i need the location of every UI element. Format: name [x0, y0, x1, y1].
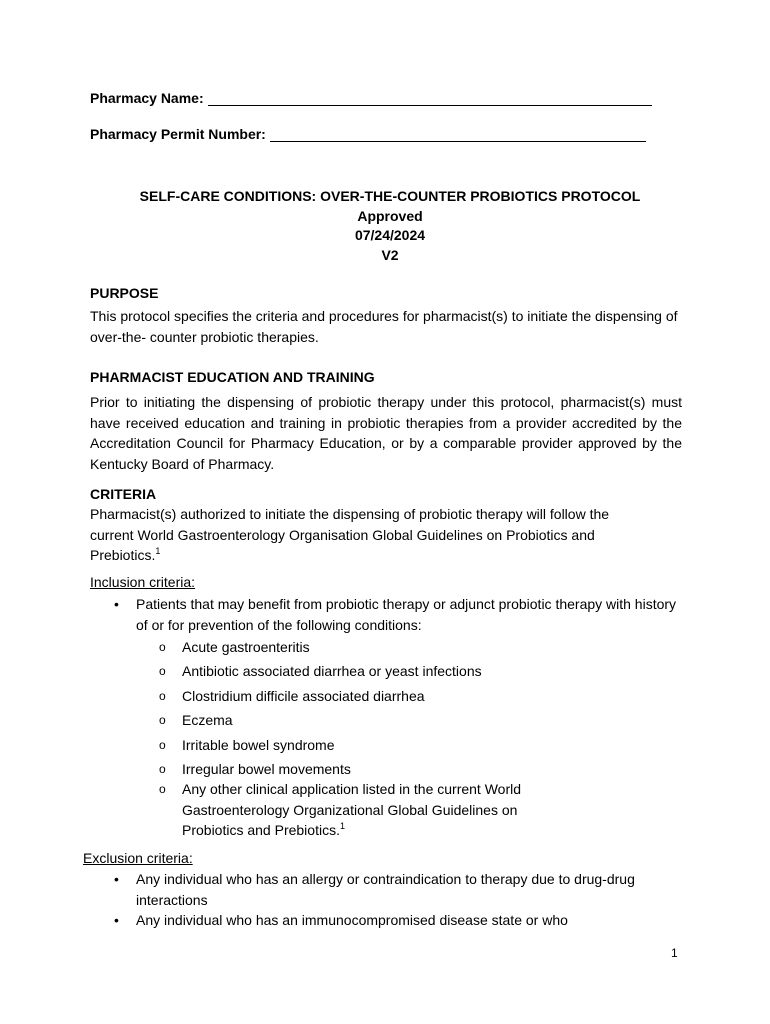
condition-item: o Clostridium difficile associated diarrhea	[182, 684, 682, 708]
inclusion-conditions-list	[182, 635, 682, 781]
pharmacy-name-blank[interactable]	[208, 91, 652, 106]
pharmacy-name-field	[90, 90, 652, 106]
condition-item: o Antibiotic associated diarrhea or yeast infections	[182, 659, 682, 683]
inclusion-list	[136, 594, 682, 635]
condition-item: o Acute gastroenteritis	[182, 635, 682, 659]
title-line-1: SELF-CARE CONDITIONS: OVER-THE-COUNTER PROBIOTICS PROTOCOL	[139, 188, 641, 204]
inclusion-other-list	[182, 779, 682, 841]
education-heading: PHARMACIST EDUCATION AND TRAINING	[90, 369, 375, 385]
other-footnote-ref: 1	[339, 821, 345, 831]
condition-item-other	[182, 779, 682, 841]
criteria-body	[90, 504, 650, 566]
inclusion-bullet: • Patients that may benefit from probiotic therapy or adjunct probiotic therapy with history of or for prevention of the following conditions:	[136, 594, 682, 635]
purpose-body: This protocol specifies the criteria and procedures for pharmacist(s) to initiate the dispensing of over-the- counter probiotic therapies.	[90, 308, 678, 345]
exclusion-list	[136, 869, 676, 931]
other-line-3-text: Probiotics and Prebiotics.	[182, 822, 340, 838]
other-line-1: o Any other clinical application listed in the current World	[182, 781, 522, 797]
title-date: 07/24/2024	[354, 227, 426, 243]
education-body: Prior to initiating the dispensing of probiotic therapy under this protocol, pharmacist(s) must have received education and training in probiotic therapies from a provider accredited by the Accreditation Council for Pharmacy Education, or by a comparable provider approved by the Kentucky Board of Pharmacy.	[90, 394, 682, 472]
permit-number-blank[interactable]	[270, 127, 646, 142]
document-title	[90, 187, 690, 265]
permit-number-label: Pharmacy Permit Number:	[90, 126, 266, 142]
criteria-heading: CRITERIA	[90, 486, 157, 502]
other-line-2: Gastroenterology Organizational Global Guidelines on	[182, 801, 518, 818]
other-line-3	[182, 820, 682, 841]
exclusion-label: Exclusion criteria:	[83, 850, 193, 866]
criteria-text: Pharmacist(s) authorized to initiate the dispensing of probiotic therapy will follow the current World Gastroenterology Organisation Global Guidelines on Probiotics and Prebiotics.	[90, 506, 610, 563]
inclusion-label: Inclusion criteria:	[90, 574, 196, 590]
criteria-footnote-ref: 1	[155, 546, 161, 556]
purpose-heading: PURPOSE	[90, 285, 159, 301]
title-approved: Approved	[357, 207, 423, 224]
condition-item: o Irritable bowel syndrome	[182, 733, 682, 757]
page-number: 1	[671, 946, 678, 960]
exclusion-item: • Any individual who has an immunocompromised disease state or who	[136, 910, 676, 931]
exclusion-item: • Any individual who has an allergy or contraindication to therapy due to drug-drug interactions	[136, 869, 676, 910]
title-version: V2	[381, 246, 399, 263]
pharmacy-name-label: Pharmacy Name:	[90, 90, 204, 106]
condition-item: o Eczema	[182, 708, 682, 732]
condition-item: o Irregular bowel movements	[182, 757, 682, 781]
permit-number-field	[90, 126, 646, 142]
